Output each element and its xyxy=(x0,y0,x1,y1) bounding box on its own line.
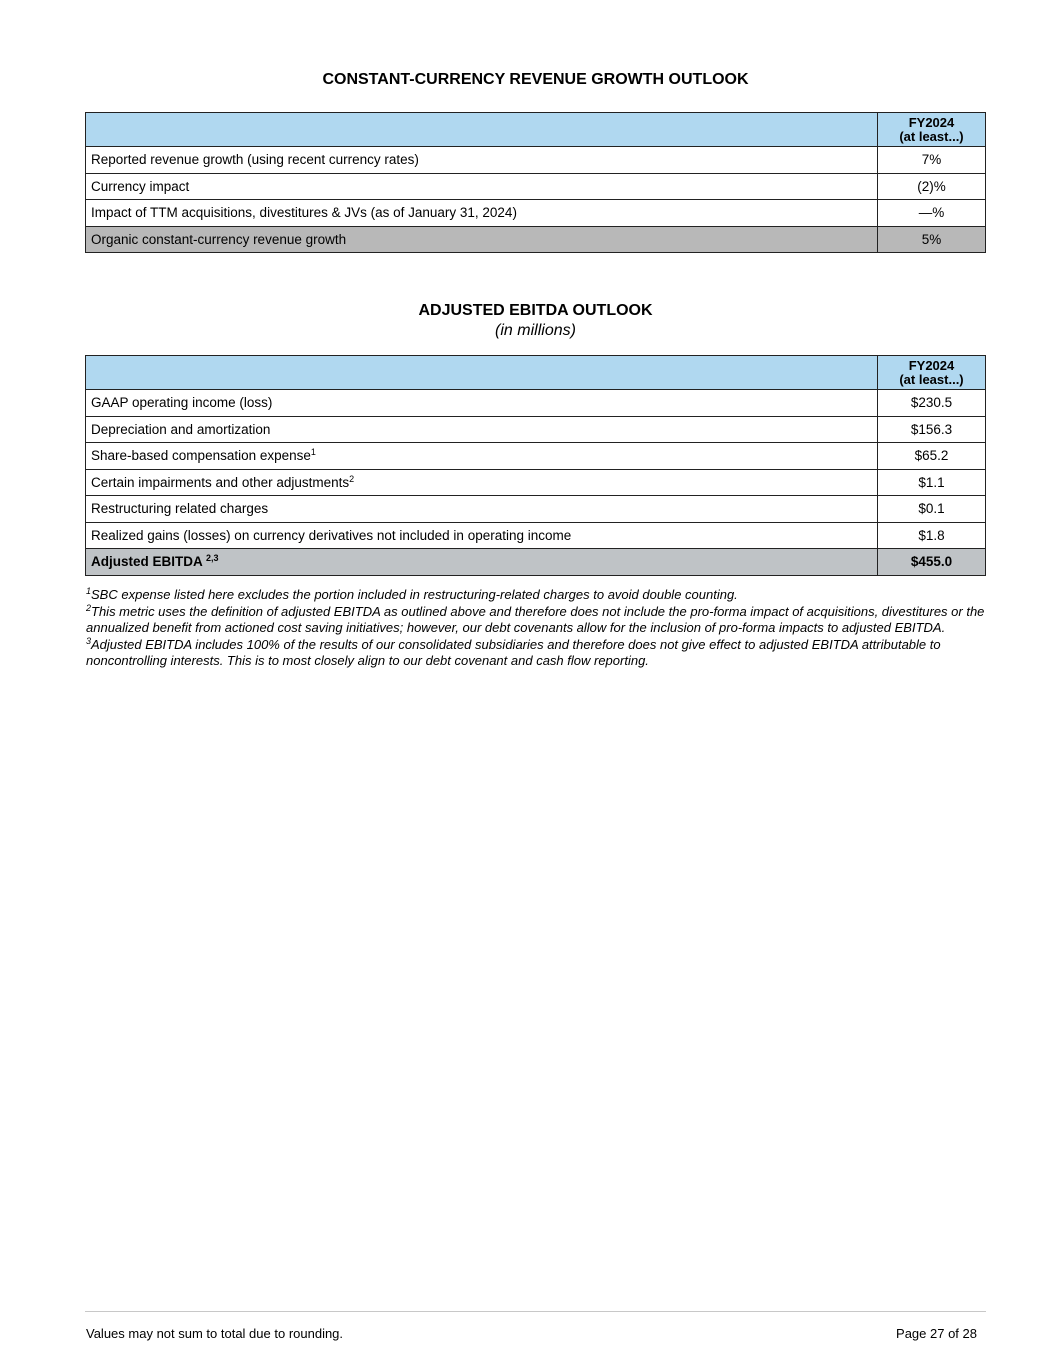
ebitda-outlook-table xyxy=(85,355,986,576)
table-row xyxy=(86,147,986,174)
row-value: $156.3 xyxy=(878,416,986,443)
row-value: $1.1 xyxy=(878,469,986,496)
total-label: Adjusted EBITDA $^{2,3}$ xyxy=(86,549,878,576)
total-label: Organic constant-currency revenue growth xyxy=(86,226,878,253)
row-label: Depreciation and amortization xyxy=(86,416,878,443)
table-row xyxy=(86,173,986,200)
table-header-row xyxy=(86,356,986,390)
fy2024-header xyxy=(878,113,986,147)
footnotes xyxy=(86,587,986,670)
total-row xyxy=(86,226,986,253)
row-value: $1.8 xyxy=(878,522,986,549)
table-row xyxy=(86,416,986,443)
footnote-2: $^2$This metric uses the definition of adjusted EBITDA as outlined above and therefore does not include the pro-forma impact of acquisitions, divestitures or the annualized benefit from actioned cost saving initiatives; however, our debt covenants allow for the inclusion of pro-forma impacts to adjusted EBITDA. xyxy=(86,602,985,636)
table-row xyxy=(86,443,986,470)
table-row xyxy=(86,390,986,417)
row-label: Reported revenue growth (using recent currency rates) xyxy=(86,147,878,174)
row-label: Impact of TTM acquisitions, divestitures & JVs (as of January 31, 2024) xyxy=(86,200,878,227)
footnote-ref: 2,3 xyxy=(206,553,219,564)
row-label: Certain impairments and other adjustments$^2$ xyxy=(86,469,878,496)
table-header-row xyxy=(86,113,986,147)
row-value: 7% xyxy=(878,147,986,174)
footnote-ref: 2 xyxy=(349,473,355,484)
header-year: FY2024 xyxy=(908,114,955,130)
footnote-1: $^1$SBC expense listed here excludes the portion included in restructuring-related charges to avoid double counting. xyxy=(86,586,738,602)
table-row xyxy=(86,200,986,227)
total-row xyxy=(86,549,986,576)
footer-divider xyxy=(85,1311,986,1312)
row-value: —% xyxy=(878,200,986,227)
row-value: $65.2 xyxy=(878,443,986,470)
header-qualifier: (at least...) xyxy=(899,128,964,144)
row-label: Realized gains (losses) on currency derivatives not included in operating income xyxy=(86,522,878,549)
page-number: Page 27 of 28 xyxy=(896,1326,977,1341)
header-blank-cell xyxy=(86,113,878,147)
row-label: Share-based compensation expense$^1$ xyxy=(86,443,878,470)
revenue-outlook-title: CONSTANT-CURRENCY REVENUE GROWTH OUTLOOK xyxy=(322,71,749,88)
row-label: Restructuring related charges xyxy=(86,496,878,523)
revenue-outlook-table xyxy=(85,112,986,253)
row-value: $230.5 xyxy=(878,390,986,417)
total-value: $455.0 xyxy=(878,549,986,576)
total-value: 5% xyxy=(878,226,986,253)
row-value: (2)% xyxy=(878,173,986,200)
table-row xyxy=(86,522,986,549)
header-year: FY2024 xyxy=(908,357,955,373)
footnote-ref: 1 xyxy=(310,447,316,458)
fy2024-header xyxy=(878,356,986,390)
rounding-note: Values may not sum to total due to rounding. xyxy=(86,1326,344,1341)
row-label: GAAP operating income (loss) xyxy=(86,390,878,417)
ebitda-outlook-title: ADJUSTED EBITDA OUTLOOK xyxy=(418,302,653,319)
header-qualifier: (at least...) xyxy=(899,371,964,387)
footnote-3: $^3$Adjusted EBITDA includes 100% of the results of our consolidated subsidiaries and therefore does not give effect to adjusted EBITDA attributable to noncontrolling interests. This is to most closely align to our debt covenant and cash flow reporting. xyxy=(86,635,941,669)
header-blank-cell xyxy=(86,356,878,390)
table-row xyxy=(86,469,986,496)
row-value: $0.1 xyxy=(878,496,986,523)
row-label: Currency impact xyxy=(86,173,878,200)
ebitda-outlook-subtitle: (in millions) xyxy=(495,322,576,339)
table-row xyxy=(86,496,986,523)
